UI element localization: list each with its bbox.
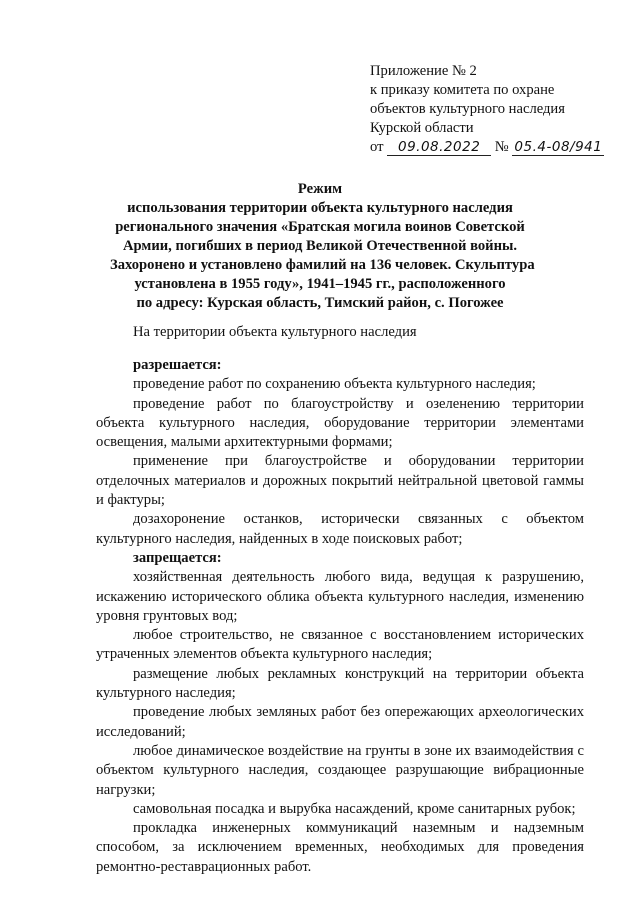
- appendix-title: Приложение № 2: [370, 63, 477, 79]
- allowed-item: применение при благоустройстве и оборудовании территории отделочных материалов и дорожных покрытий нейтральной цветовой гаммы и фактуры;: [96, 453, 584, 509]
- allowed-item: дозахоронение останков, исторически связанных с объектом культурного наследия, найденных в ходе поисковых работ;: [96, 511, 584, 547]
- handwritten-date: 09.08.2022: [387, 140, 491, 156]
- document-title: [110, 180, 535, 313]
- forbidden-item: проведение любых земляных работ без опережающих археологических исследований;: [96, 704, 584, 740]
- forbidden-item: хозяйственная деятельность любого вида, ведущая к разрушению, искажению исторического облика объекта культурного наследия, изменению уровня грунтовых вод;: [96, 569, 584, 624]
- number-prefix: №: [494, 139, 509, 155]
- forbidden-item: любое строительство, не связанное с восстановлением исторических утраченных элементов объекта культурного наследия;: [96, 627, 584, 663]
- title-line: Захоронено и установлено фамилий на 136 человек. Скульптура: [110, 257, 535, 273]
- forbidden-item: размещение любых рекламных конструкций на территории объекта культурного наследия;: [96, 665, 584, 702]
- allowed-item: проведение работ по благоустройству и озеленению территории объекта культурного наследия, оборудование территории элементами освещения, малыми архитектурными формами;: [96, 395, 584, 451]
- title-line: Режим: [297, 181, 343, 197]
- forbidden-item: самовольная посадка и вырубка насаждений, кроме санитарных рубок;: [133, 800, 576, 817]
- title-line: использования территории объекта культурного наследия: [127, 200, 513, 216]
- appendix-date-number: [370, 138, 620, 157]
- allowed-item: проведение работ по сохранению объекта культурного наследия;: [133, 376, 536, 393]
- handwritten-number: 05.4-08/941: [512, 140, 604, 156]
- date-prefix: от: [370, 139, 384, 155]
- appendix-committee: объектов культурного наследия: [370, 101, 565, 117]
- appendix-header: [370, 62, 620, 157]
- appendix-order-ref: к приказу комитета по охране: [370, 82, 555, 98]
- forbidden-item: прокладка инженерных коммуникаций наземным и надземным способом, за исключением временных, необходимых для проведения ремонтно-реставрационных работ.: [96, 820, 584, 875]
- title-line: установлена в 1955 году», 1941–1945 гг., расположенного: [134, 276, 506, 292]
- title-line: регионального значения «Братская могила воинов Советской: [115, 219, 525, 235]
- document-body: [96, 356, 584, 877]
- intro-paragraph: На территории объекта культурного наследия: [133, 324, 417, 340]
- forbidden-item: любое динамическое воздействие на грунты в зоне их взаимодействия с объектом культурного наследия, создающее разрушающие вибрационные нагрузки;: [96, 742, 584, 798]
- appendix-region: Курской области: [370, 120, 474, 136]
- title-line: Армии, погибших в период Великой Отечественной войны.: [122, 238, 518, 254]
- allowed-heading: разрешается:: [133, 357, 222, 373]
- forbidden-heading: запрещается:: [133, 549, 222, 566]
- title-line: по адресу: Курская область, Тимский район, с. Погожее: [136, 295, 504, 311]
